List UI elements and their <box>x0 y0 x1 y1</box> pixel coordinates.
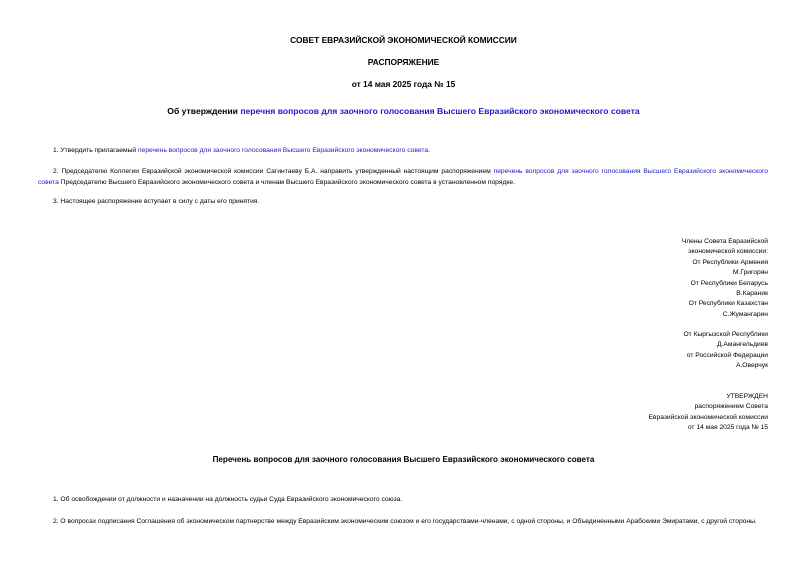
list-item: 1. Об освобождении от должности и назначении на должность судьи Суда Евразийского экономического союза. <box>53 496 403 503</box>
document-title <box>0 106 807 116</box>
signature-line: А.Оверчук <box>735 362 768 370</box>
signature-line: от Российской Федерации <box>686 351 768 359</box>
p2-text-before: 2. Председателю Коллегии Евразийской экономической комиссии Сагинтаеву Б.А. направить утвержденный настоящим распоряжением <box>53 168 494 175</box>
paragraph-2 <box>38 166 768 188</box>
approved-line: Евразийской экономической комиссии <box>648 413 768 421</box>
p1-text-before: 1. Утвердить прилагаемый <box>53 147 138 154</box>
approved-line: от 14 мая 2025 года № 15 <box>687 424 768 432</box>
p2-text-after: Председателю Высшего Евразийского экономического совета и членам Высшего Евразийского экономического совета в установленном порядке. <box>58 179 515 186</box>
paragraph-3: 3. Настоящее распоряжение вступает в силу с даты его принятия. <box>53 198 260 205</box>
signature-line: Д.Амангельдиев <box>717 341 768 349</box>
signature-line: Члены Совета Евразийской <box>681 238 768 245</box>
p2-link[interactable]: перечень вопросов для заочного голосования Высшего Евразийского экономического совета <box>38 168 768 186</box>
paragraph-1 <box>38 145 768 156</box>
approved-line: УТВЕРЖДЕН <box>726 393 768 400</box>
list-item: 2. О вопросах подписания Соглашения об экономическом партнерстве между Евразийским экономическим союзом и его государствами-членами, с одной стороны, и Объединенными Арабскими Эмиратами, с другой стороны. <box>53 518 757 525</box>
signature-line: В.Караник <box>736 290 768 298</box>
header-doc-type: РАСПОРЯЖЕНИЕ <box>367 57 440 67</box>
header-date-number: от 14 мая 2025 года № 15 <box>351 79 456 89</box>
signature-line: От Кыргызской Республики <box>683 331 768 338</box>
signature-line: М.Григорян <box>732 269 768 277</box>
title-link[interactable]: перечня вопросов для заочного голосования Высшего Евразийского экономического совета <box>240 106 640 116</box>
signature-line: экономической комиссии: <box>688 248 768 256</box>
signature-line: От Республики Армения <box>692 258 768 266</box>
signatures-group-2 <box>518 330 768 372</box>
p1-link[interactable]: перечень вопросов для заочного голосования Высшего Евразийского экономического совета <box>137 147 429 154</box>
signature-line: От Республики Беларусь <box>690 279 768 287</box>
list-title: Перечень вопросов для заочного голосования Высшего Евразийского экономического совета <box>212 455 595 464</box>
title-prefix: Об утверждении <box>167 106 241 116</box>
approved-line: распоряжением Совета <box>694 403 768 411</box>
header-org: СОВЕТ ЕВРАЗИЙСКОЙ ЭКОНОМИЧЕСКОЙ КОМИССИИ <box>290 35 517 45</box>
signature-line: С.Жумангарин <box>722 310 768 318</box>
approved-block <box>518 392 768 434</box>
signature-line: От Республики Казахстан <box>688 300 768 308</box>
p1-text-after: . <box>428 147 430 154</box>
signatures-group-1 <box>518 237 768 320</box>
